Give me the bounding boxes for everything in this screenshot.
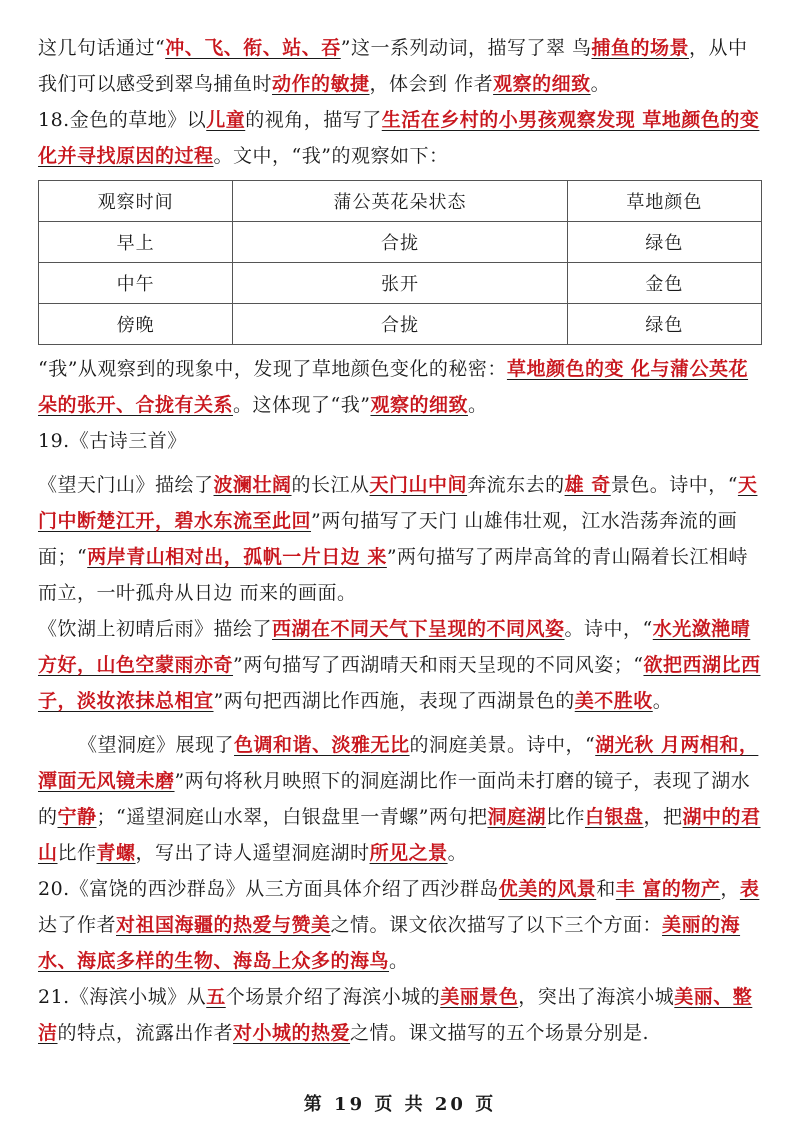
text: 。 [590,73,611,95]
answer-highlight: 丰 富的物产 [615,878,721,900]
text: ，把 [643,806,683,828]
text: ， [720,878,740,900]
text: 的长江从 [291,474,370,496]
text: 《望洞庭》展现了 [78,734,235,756]
text: ，从中我们可以感受到翠鸟捕鱼时 [38,37,748,95]
table-cell: 早上 [39,222,233,263]
section-20 [38,871,762,979]
poem-xihu [38,611,762,719]
table-cell: 绿色 [567,222,761,263]
text: 。 [652,690,673,712]
column-header: 草地颜色 [567,181,761,222]
answer-highlight: 草地颜色的变 化与蒲公英花朵的张开、合拢有关系 [38,358,749,416]
text: 20.《富饶的西沙群岛》从三方面具体介绍了西沙群岛 [38,878,499,900]
poem-dongting [38,727,762,871]
answer-highlight: 优美的风景 [498,878,597,900]
text: ”两句描写了两岸高耸的青山隔着长江相峙而立，一叶孤舟从日边 而来的画面。 [38,546,749,604]
text: ，突出了海滨小城 [518,986,675,1008]
page-footer: 第 19 页 共 20 页 [303,1094,497,1115]
table-row [39,304,762,345]
text: ；“遥望洞庭山水翠，白银盘里一青螺”两句把 [96,806,488,828]
text: 奔流东去的 [467,474,565,496]
table-cell: 绿色 [567,304,761,345]
text: “我”从观察到的现象中，发现了草地颜色变化的秘密： [38,358,507,380]
table-cell: 张开 [233,263,567,304]
text: 。 [447,842,468,864]
text: 和 [596,878,616,900]
answer-highlight: 天门中断楚江开，碧水东流至此回 [38,474,758,532]
table-header-row [39,181,762,222]
answer-highlight: 天门山中间 [369,474,468,496]
section-21 [38,979,762,1051]
text: 的洞庭美景。诗中，“ [409,734,596,756]
answer-highlight: 美丽、整洁 [38,986,753,1044]
answer-highlight: 五 [206,986,226,1008]
section-18 [38,102,762,174]
answer-highlight: 欲把西湖比西子，淡妆浓抹总相宜 [38,654,761,712]
text: 。 [467,394,488,416]
text: 比作 [57,842,97,864]
answer-highlight: 美丽的海水、海底多样的生物、海岛上众多的海鸟 [38,914,741,972]
answer-highlight: 水光潋滟晴方好，山色空蒙雨亦奇 [38,618,751,676]
text: 。诗中，“ [564,618,653,640]
section-19-title: 19.《古诗三首》 [38,430,187,452]
table-cell: 金色 [567,263,761,304]
answer-highlight: 对小城的热爱 [233,1022,351,1044]
observation-table [38,180,762,345]
document-page [38,30,762,1051]
text: ”两句描写了西湖晴天和雨天呈现的不同风姿；“ [233,654,644,676]
text: 。 [389,950,409,972]
text: ”两句将秋月映照下的洞庭湖比作一面尚未打磨的镜子，表现了湖水的 [38,770,751,828]
answer-highlight: 对祖国海疆的热爱与赞美 [116,914,331,936]
section-18-conclusion [38,351,762,423]
answer-highlight: 宁静 [57,806,97,828]
text: 的特点，流露出作者 [57,1022,234,1044]
text: ”两句描写了天门 山雄伟壮观，江水浩荡奔流的画面；“ [38,510,738,568]
answer-highlight: 表 [739,878,760,900]
paragraph-kingfisher [38,30,762,102]
table-cell: 傍晚 [39,304,233,345]
answer-highlight: 美不胜收 [574,690,653,712]
text: 。这体现了“我” [233,394,371,416]
answer-highlight: 洞庭湖 [487,806,546,828]
table-cell: 合拢 [233,222,567,263]
answer-highlight: 所见之景 [369,842,448,864]
poem-tianmenshan [38,467,762,611]
table-cell: 合拢 [233,304,567,345]
text: ”两句把西湖比作西施，表现了西湖景色的 [213,690,575,712]
answer-highlight: 生活在乡村的小男孩观察发现 草地颜色的变化并寻找原因的过程 [38,109,760,167]
column-header: 观察时间 [39,181,233,222]
text: 21.《海滨小城》从 [38,986,207,1008]
text: ”这一系列动词，描写了翠 鸟 [340,37,592,59]
text: 达了作者 [38,914,117,936]
answer-highlight: 美丽景色 [440,986,519,1008]
text: 《饮湖上初晴后雨》描绘了 [38,618,273,640]
column-header: 蒲公英花朵状态 [233,181,567,222]
answer-highlight: 湖中的君山 [38,806,761,864]
answer-highlight: 两岸青山相对出，孤帆一片日边 来 [87,546,387,568]
text: 《望天门山》描绘了 [38,474,214,496]
answer-highlight: 捕鱼的场景 [591,37,690,59]
answer-highlight: 儿童 [206,109,246,131]
text: 景色。诗中，“ [610,474,738,496]
answer-highlight: 冲、飞、衔、站、吞 [165,37,341,59]
text: 之情。课文依次描写了以下三个方面： [330,914,663,936]
table-cell: 中午 [39,263,233,304]
answer-highlight: 观察的细致 [370,394,468,416]
answer-highlight: 白银盘 [585,806,644,828]
table-row [39,263,762,304]
text: 这几句话通过“ [38,37,166,59]
answer-highlight: 观察的细致 [493,73,591,95]
text: 比作 [545,806,585,828]
text: ，体会到 作者 [369,73,494,95]
table-row [39,222,762,263]
text: 18.金色的草地》以 [38,109,207,131]
answer-highlight: 雄 奇 [564,474,611,496]
text: 之情。课文描写的五个场景分别是. [350,1022,650,1044]
answer-highlight: 湖光秋 月两相和，潭面无风镜未磨 [38,734,759,792]
text: 的视角，描写了 [245,109,382,131]
answer-highlight: 色调和谐、淡雅无比 [234,734,410,756]
answer-highlight: 波澜壮阔 [213,474,292,496]
text: 。文中，“我”的观察如下： [213,145,449,167]
answer-highlight: 动作的敏捷 [272,73,370,95]
answer-highlight: 青螺 [96,842,136,864]
text: ，写出了诗人遥望洞庭湖时 [135,842,370,864]
text: 个场景介绍了海滨小城的 [225,986,441,1008]
answer-highlight: 西湖在不同天气下呈现的不同风姿 [272,618,565,640]
